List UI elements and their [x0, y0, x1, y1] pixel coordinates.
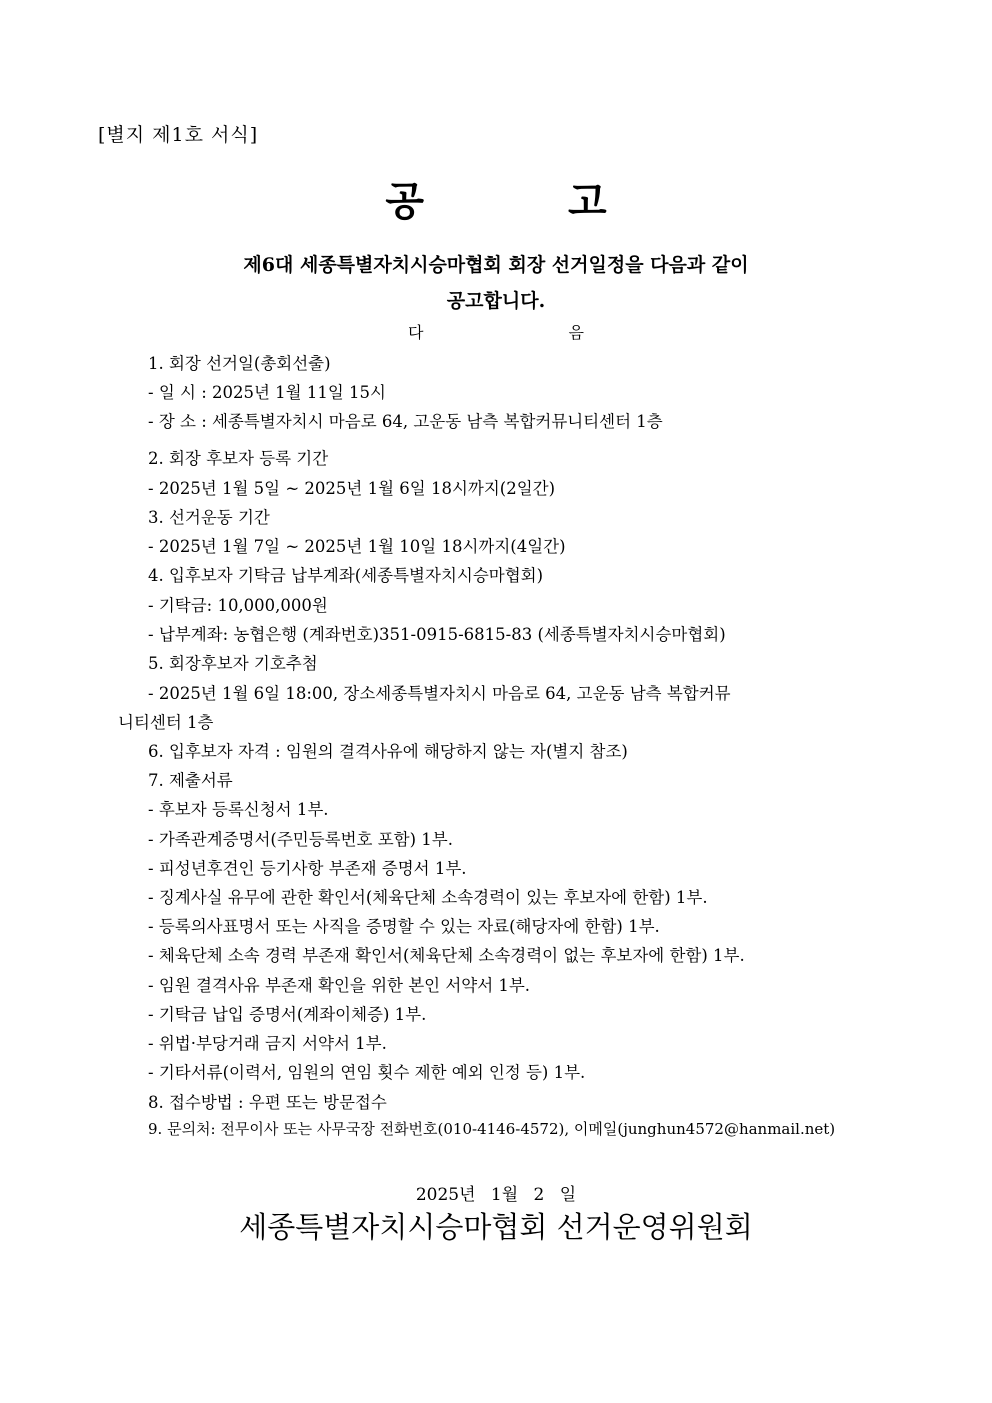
item-7-heading: 7. 제출서류: [148, 771, 233, 790]
item-4-heading: 4. 입후보자 기탁금 납부계좌(세종특별자치시승마협회): [148, 566, 544, 585]
item-3-heading: 3. 선거운동 기간: [148, 508, 270, 527]
document-item: - 기탁금 납입 증명서(계좌이체증) 1부.: [148, 1005, 427, 1024]
document-item: - 가족관계증명서(주민등록번호 포함) 1부.: [148, 830, 453, 849]
footer-organization: 세종특별자치시승마협회 선거운영위원회: [239, 1210, 753, 1244]
subtitle-line-1: 제6대 세종특별자치시승마협회 회장 선거일정을 다음과 같이: [243, 254, 749, 276]
item-2-period: - 2025년 1월 5일 ~ 2025년 1월 6일 18시까지(2일간): [148, 479, 556, 498]
document-item: - 기타서류(이력서, 임원의 연임 횟수 제한 예외 인정 등) 1부.: [148, 1063, 586, 1082]
item-1-heading: 1. 회장 선거일(총회선출): [148, 354, 331, 373]
item-3-period: - 2025년 1월 7일 ~ 2025년 1월 10일 18시까지(4일간): [148, 537, 566, 556]
item-9-contact: 9. 문의처: 전무이사 또는 사무국장 전화번호(010-4146-4572), 이메일(junghun4572@hanmail.net): [148, 1120, 836, 1138]
page-title: 공 고: [385, 178, 607, 225]
item-5-heading: 5. 회장후보자 기호추첨: [148, 654, 318, 673]
item-2-heading: 2. 회장 후보자 등록 기간: [148, 449, 329, 468]
document-item: - 체육단체 소속 경력 부존재 확인서(체육단체 소속경력이 없는 후보자에 한함) 1부.: [148, 946, 745, 965]
item-5-detail-cont: 니티센터 1층: [118, 713, 214, 732]
document-item: - 임원 결격사유 부존재 확인을 위한 본인 서약서 1부.: [148, 976, 531, 995]
item-8-heading: 8. 접수방법 : 우편 또는 방문접수: [148, 1093, 387, 1112]
subtitle-line-2: 공고합니다.: [446, 290, 546, 312]
section-heading-da-eum: 다 음: [408, 323, 584, 342]
document-item: - 후보자 등록신청서 1부.: [148, 800, 329, 819]
document-item: - 징계사실 유무에 관한 확인서(체육단체 소속경력이 있는 후보자에 한함) 1부.: [148, 888, 708, 907]
form-label: [별지 제1호 서식]: [98, 124, 259, 146]
item-6-heading: 6. 입후보자 자격 : 임원의 결격사유에 해당하지 않는 자(별지 참조): [148, 742, 628, 761]
document-item: - 등록의사표명서 또는 사직을 증명할 수 있는 자료(해당자에 한함) 1부.: [148, 917, 660, 936]
item-1-datetime: - 일 시 : 2025년 1월 11일 15시: [148, 383, 386, 402]
item-1-location: - 장 소 : 세종특별자치시 마음로 64, 고운동 남측 복합커뮤니티센터 1층: [148, 412, 663, 431]
item-4-account: - 납부계좌: 농협은행 (계좌번호)351-0915-6815-83 (세종특별자치시승마협회): [148, 625, 726, 644]
footer-date: 2025년 1월 2 일: [415, 1185, 577, 1205]
document-item: - 위법·부당거래 금지 서약서 1부.: [148, 1034, 387, 1053]
item-4-deposit: - 기탁금: 10,000,000원: [148, 596, 328, 615]
item-5-detail: - 2025년 1월 6일 18:00, 장소세종특별자치시 마음로 64, 고운동 남측 복합커뮤: [148, 684, 731, 703]
document-item: - 피성년후견인 등기사항 부존재 증명서 1부.: [148, 859, 467, 878]
